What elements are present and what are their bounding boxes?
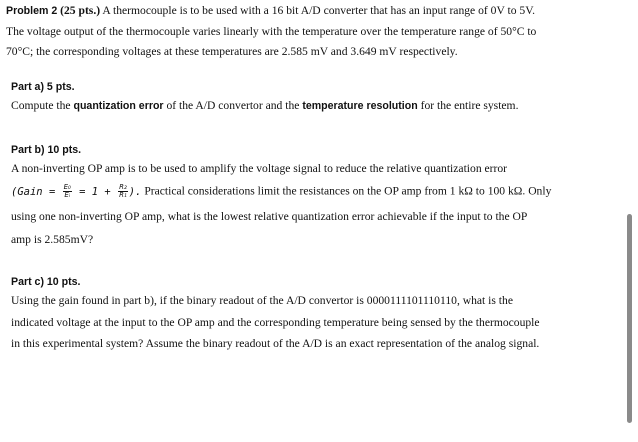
part-b-line-1: A non-inverting OP amp is to be used to amplify the voltage signal to reduce the relative quantization error	[11, 162, 508, 175]
part-c-line-1: Using the gain found in part b), if the binary readout of the A/D convertor is 0000111101110110, what is the	[11, 294, 513, 307]
part-a-mid: of the A/D convertor and the	[163, 99, 303, 112]
part-b-line-3: using one non-inverting OP amp, what is the lowest relative quantization error achievable if the input to the OP	[11, 210, 528, 223]
problem-points: (25 pts.)	[60, 4, 101, 17]
part-b-line-4: amp is 2.585mV?	[11, 233, 94, 246]
gain-formula: (Gain = $\frac{\text{E₀}}{\text{Eᵢ}}$ = 1 + $\frac{\text{R₂}}{\text{R₁}}$ ).	[11, 183, 142, 199]
part-c-heading: Part c) 10 pts.	[11, 276, 81, 288]
term-temperature-resolution: temperature resolution	[302, 100, 418, 112]
part-c-line-2: indicated voltage at the input to the OP amp and the corresponding temperature being sensed by the thermocouple	[11, 316, 540, 329]
part-c-line-3: in this experimental system? Assume the binary readout of the A/D is an exact representation of the analog signal.	[11, 337, 540, 350]
vertical-scrollbar[interactable]	[627, 214, 632, 423]
gain-word: Gain	[17, 185, 43, 198]
term-quantization-error: quantization error	[73, 100, 164, 112]
problem-text-3: 70°C; the corresponding voltages at these temperatures are 2.585 mV and 3.649 mV respectively.	[6, 45, 458, 58]
problem-label: Problem 2	[6, 5, 58, 17]
part-a-pre: Compute the	[11, 99, 74, 112]
problem-line-1	[6, 4, 535, 18]
part-b-heading: Part b) 10 pts.	[11, 144, 82, 156]
problem-text-2: The voltage output of the thermocouple varies linearly with the temperature over the temperature range of 50°C to	[6, 25, 537, 38]
part-b-line-2-rest: Practical considerations limit the resistances on the OP amp from 1 kΩ to 100 kΩ. Only	[144, 184, 552, 198]
eo-over-ei-fraction: $\frac{\text{E₀}}{\text{Eᵢ}}$	[63, 183, 71, 199]
part-b-line-2	[11, 184, 551, 199]
part-a-heading: Part a) 5 pts.	[11, 81, 75, 93]
part-a-post: for the entire system.	[417, 99, 519, 112]
part-a-question	[11, 99, 518, 113]
r2-over-r1-fraction: $\frac{\text{R₂}}{\text{R₁}}$	[119, 183, 127, 199]
problem-text-1: A thermocouple is to be used with a 16 bit A/D converter that has an input range of 0V to 5V.	[102, 4, 535, 17]
